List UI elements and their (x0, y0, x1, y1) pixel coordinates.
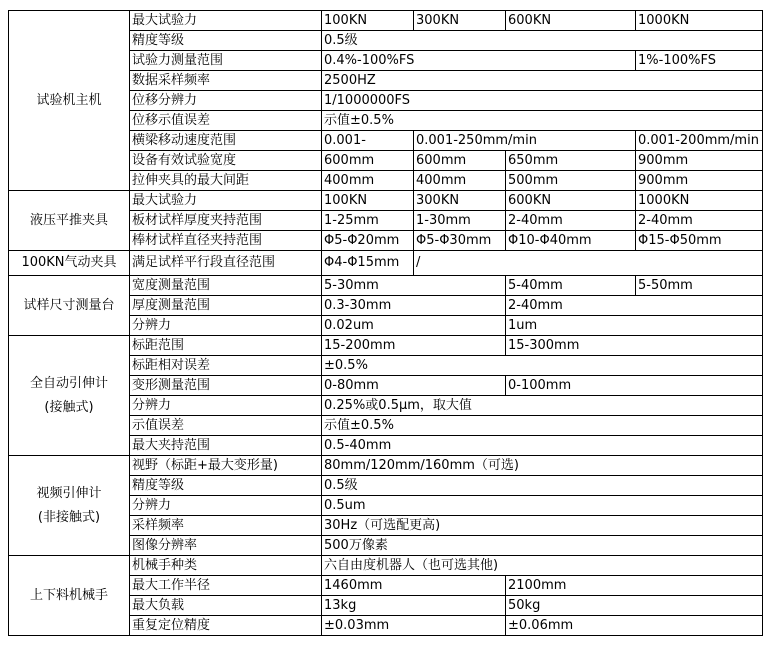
cell: Φ5-Φ20mm (322, 231, 414, 251)
cell: 5-50mm (636, 276, 763, 296)
cell: ±0.06mm (506, 616, 763, 636)
group-subtitle: (接触式) (44, 399, 94, 415)
cell: 600KN (506, 191, 636, 211)
cell: 示值±0.5% (322, 416, 763, 436)
cell: 13kg (322, 596, 506, 616)
row-label: 设备有效试验宽度 (130, 151, 322, 171)
table-row (9, 556, 763, 576)
cell: 0.5um (322, 496, 763, 516)
cell: 1um (506, 316, 763, 336)
group-main: 试验机主机 (9, 11, 130, 191)
cell: 500mm (506, 171, 636, 191)
cell: Φ10-Φ40mm (506, 231, 636, 251)
group-hydraulic: 液压平推夹具 (9, 191, 130, 251)
row-label: 横梁移动速度范围 (130, 131, 322, 151)
cell: 0.25%或0.5μm，取大值 (322, 396, 763, 416)
cell: 0.001- (322, 131, 414, 151)
cell: 0.001-250mm/min (414, 131, 636, 151)
group-auto-extensometer (9, 336, 130, 456)
cell: 500万像素 (322, 536, 763, 556)
table-row (9, 11, 763, 31)
row-label: 分辨力 (130, 496, 322, 516)
row-label: 位移分辨力 (130, 91, 322, 111)
cell: 5-40mm (506, 276, 636, 296)
cell: 300KN (414, 11, 506, 31)
row-label: 棒材试样直径夹持范围 (130, 231, 322, 251)
row-label: 拉伸夹具的最大间距 (130, 171, 322, 191)
row-label: 标距范围 (130, 336, 322, 356)
cell: 0.5级 (322, 31, 763, 51)
table-row (9, 251, 763, 276)
cell: 0-80mm (322, 376, 506, 396)
cell: 1000KN (636, 191, 763, 211)
row-label: 视野（标距+最大变形量) (130, 456, 322, 476)
cell: 2100mm (506, 576, 763, 596)
row-label: 最大试验力 (130, 11, 322, 31)
cell: 600KN (506, 11, 636, 31)
cell: ±0.5% (322, 356, 763, 376)
row-label: 宽度测量范围 (130, 276, 322, 296)
cell: 1000KN (636, 11, 763, 31)
row-label: 采样频率 (130, 516, 322, 536)
cell: 30Hz（可选配更高) (322, 516, 763, 536)
row-label: 分辨力 (130, 316, 322, 336)
row-label: 厚度测量范围 (130, 296, 322, 316)
cell: 2-40mm (636, 211, 763, 231)
group-subtitle: (非接触式) (37, 509, 101, 525)
cell: 0.001-200mm/min (636, 131, 763, 151)
row-label: 最大工作半径 (130, 576, 322, 596)
cell: 100KN (322, 191, 414, 211)
cell: 400mm (322, 171, 414, 191)
cell: 900mm (636, 171, 763, 191)
group-video-extensometer (9, 456, 130, 556)
cell: 1-25mm (322, 211, 414, 231)
cell: 示值±0.5% (322, 111, 763, 131)
cell: 15-300mm (506, 336, 763, 356)
cell: 1/1000000FS (322, 91, 763, 111)
cell: 15-200mm (322, 336, 506, 356)
cell: 0.02um (322, 316, 506, 336)
cell: 六自由度机器人（也可选其他) (322, 556, 763, 576)
cell: Φ15-Φ50mm (636, 231, 763, 251)
cell: 1-30mm (414, 211, 506, 231)
row-label: 板材试样厚度夹持范围 (130, 211, 322, 231)
row-label: 精度等级 (130, 31, 322, 51)
cell: 0.3-30mm (322, 296, 506, 316)
cell: 300KN (414, 191, 506, 211)
cell: 100KN (322, 11, 414, 31)
row-label: 标距相对误差 (130, 356, 322, 376)
group-measure: 试样尺寸测量台 (9, 276, 130, 336)
cell: 600mm (322, 151, 414, 171)
cell: 400mm (414, 171, 506, 191)
cell: 2-40mm (506, 211, 636, 231)
cell: 80mm/120mm/160mm（可选) (322, 456, 763, 476)
cell: 900mm (636, 151, 763, 171)
row-label: 重复定位精度 (130, 616, 322, 636)
cell: 2500HZ (322, 71, 763, 91)
cell: 0.5级 (322, 476, 763, 496)
cell: 50kg (506, 596, 763, 616)
row-label: 图像分辨率 (130, 536, 322, 556)
row-label: 示值误差 (130, 416, 322, 436)
table-row (9, 191, 763, 211)
group-pneumatic: 100KN气动夹具 (9, 251, 130, 276)
cell: Φ5-Φ30mm (414, 231, 506, 251)
row-label: 分辨力 (130, 396, 322, 416)
cell: 0.4%-100%FS (322, 51, 636, 71)
cell: 5-30mm (322, 276, 506, 296)
row-label: 机械手种类 (130, 556, 322, 576)
table-row (9, 276, 763, 296)
table-row (9, 336, 763, 356)
group-title: 视频引伸计 (36, 485, 102, 501)
table-row (9, 456, 763, 476)
cell: 0-100mm (506, 376, 763, 396)
cell: 1460mm (322, 576, 506, 596)
cell: Φ4-Φ15mm (322, 251, 414, 276)
cell: 2-40mm (506, 296, 763, 316)
row-label: 最大负载 (130, 596, 322, 616)
cell: 0.5-40mm (322, 436, 763, 456)
cell: 650mm (506, 151, 636, 171)
group-title: 全自动引伸计 (29, 375, 108, 391)
row-label: 精度等级 (130, 476, 322, 496)
cell: / (414, 251, 763, 276)
group-robot: 上下料机械手 (9, 556, 130, 636)
row-label: 位移示值误差 (130, 111, 322, 131)
spec-table (8, 10, 763, 636)
row-label: 数据采样频率 (130, 71, 322, 91)
cell: ±0.03mm (322, 616, 506, 636)
row-label: 最大试验力 (130, 191, 322, 211)
row-label: 变形测量范围 (130, 376, 322, 396)
row-label: 试验力测量范围 (130, 51, 322, 71)
cell: 1%-100%FS (636, 51, 763, 71)
row-label: 满足试样平行段直径范围 (130, 251, 322, 276)
row-label: 最大夹持范围 (130, 436, 322, 456)
cell: 600mm (414, 151, 506, 171)
